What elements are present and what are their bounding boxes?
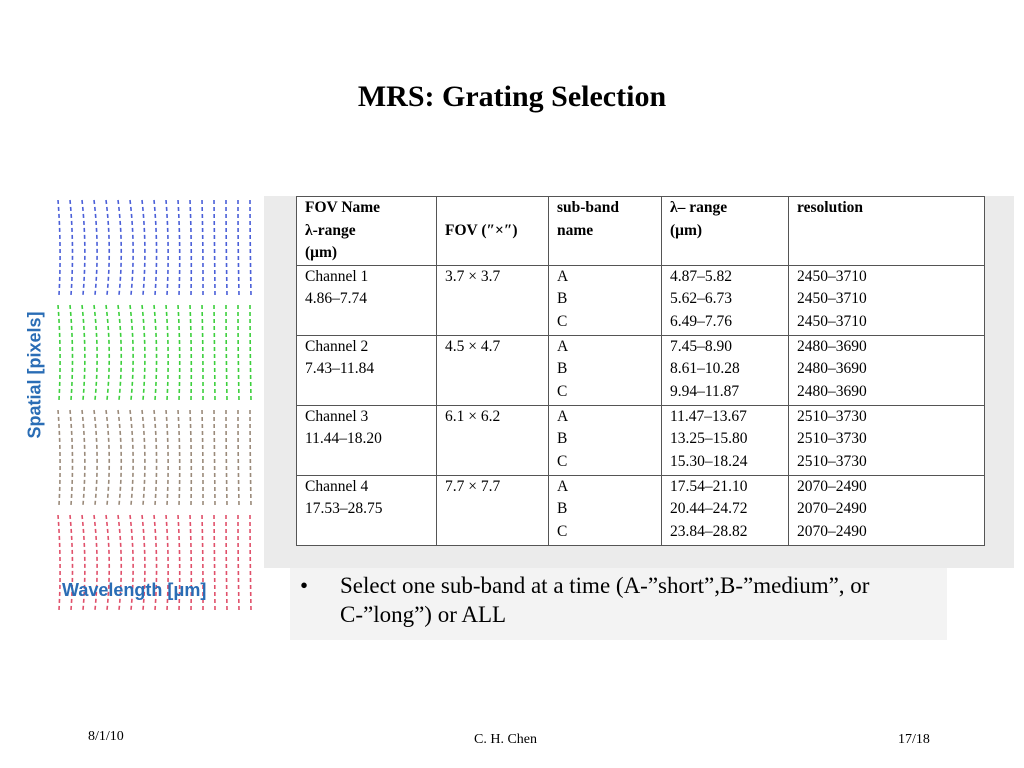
table-row <box>297 265 985 335</box>
trace-line <box>58 305 60 400</box>
trace-line <box>58 410 60 505</box>
trace-line <box>238 200 239 295</box>
cell-resolution-line: 2480–3690 <box>797 360 867 377</box>
table-row <box>297 475 985 545</box>
cell-lambda-range-line: 15.30–18.24 <box>670 452 748 470</box>
cell-channel <box>297 265 437 335</box>
cell-resolution-line: 2510–3730 <box>797 407 867 425</box>
trace-line <box>250 410 251 505</box>
trace-line <box>238 515 239 610</box>
trace-line <box>226 410 227 505</box>
cell-resolution-line: 2450–3710 <box>797 312 867 330</box>
trace-line <box>238 410 239 505</box>
trace-band-3 <box>58 410 251 505</box>
cell-subband <box>549 265 662 335</box>
bullet-marker: • <box>300 573 309 598</box>
cell-resolution <box>789 475 985 545</box>
cell-lambda-range-line: 17.54–21.10 <box>670 477 748 495</box>
cell-lambda-range-line: 11.47–13.67 <box>670 407 747 425</box>
trace-line <box>190 200 191 295</box>
trace-line <box>250 305 251 400</box>
header-fov-name-line: FOV Name <box>305 199 381 216</box>
cell-fov <box>437 475 549 545</box>
cell-channel-line: Channel 4 <box>305 477 369 495</box>
header-subband <box>549 197 662 266</box>
header-resolution: resolution <box>789 197 985 266</box>
detector-traces <box>50 196 264 616</box>
cell-lambda-range-line: 20.44–24.72 <box>670 500 748 517</box>
cell-subband-line: B <box>557 360 568 377</box>
trace-line <box>130 200 133 295</box>
trace-line <box>142 305 145 400</box>
cell-channel <box>297 405 437 475</box>
cell-fov-line: 6.1 × 6.2 <box>445 407 501 425</box>
cell-resolution-line: 2070–2490 <box>797 477 867 495</box>
trace-line <box>178 410 180 505</box>
trace-line <box>202 305 203 400</box>
cell-lambda-range-line: 7.45–8.90 <box>670 337 732 355</box>
trace-line <box>214 410 215 505</box>
cell-channel <box>297 475 437 545</box>
bullet-text: Select one sub-band at a time (A-”short”,B-”medium”, or C-”long”) or ALL <box>340 573 870 627</box>
cell-channel-line: 4.86–7.74 <box>305 290 367 307</box>
cell-lambda-range-line: 23.84–28.82 <box>670 522 748 540</box>
trace-line <box>250 515 251 610</box>
cell-lambda-range-line: 6.49–7.76 <box>670 312 732 330</box>
cell-resolution-line: 2510–3730 <box>797 452 867 470</box>
table-row <box>297 335 985 405</box>
cell-subband-line: A <box>557 477 569 495</box>
trace-line <box>70 410 73 505</box>
trace-line <box>202 410 203 505</box>
trace-line <box>154 305 157 400</box>
cell-channel-line: 11.44–18.20 <box>305 430 382 447</box>
cell-resolution-line: 2450–3710 <box>797 290 867 307</box>
trace-line <box>94 200 97 295</box>
slide-title: MRS: Grating Selection <box>357 80 667 113</box>
trace-line <box>238 305 239 400</box>
trace-band-1 <box>58 200 251 295</box>
cell-subband-line: C <box>557 522 568 540</box>
header-fov-name <box>297 197 437 266</box>
header-subband-line1: sub-band <box>557 199 620 216</box>
trace-line <box>70 305 73 400</box>
cell-fov <box>437 335 549 405</box>
trace-band-2 <box>58 305 251 400</box>
trace-line <box>178 200 180 295</box>
trace-line <box>106 305 109 400</box>
header-unit-line: (μm) <box>305 244 338 261</box>
header-lambda <box>662 197 789 266</box>
cell-subband-line: C <box>557 452 568 470</box>
cell-subband-line: A <box>557 267 569 285</box>
cell-resolution-line: 2480–3690 <box>797 337 867 355</box>
trace-line <box>214 305 215 400</box>
trace-line <box>130 410 133 505</box>
trace-line <box>118 305 121 400</box>
trace-line <box>190 410 191 505</box>
cell-lambda-range-line: 9.94–11.87 <box>670 382 740 400</box>
trace-line <box>106 200 109 295</box>
cell-resolution-line: 2480–3690 <box>797 382 867 400</box>
cell-channel-line: Channel 2 <box>305 337 369 355</box>
trace-line <box>154 200 157 295</box>
cell-subband <box>549 405 662 475</box>
trace-line <box>58 200 60 295</box>
cell-subband-line: C <box>557 312 568 330</box>
cell-lambda-range <box>662 475 789 545</box>
cell-fov-line: 3.7 × 3.7 <box>445 267 501 285</box>
cell-subband-line: A <box>557 337 569 355</box>
trace-line <box>82 410 85 505</box>
cell-subband-line: A <box>557 407 569 425</box>
cell-subband-line: C <box>557 382 568 400</box>
trace-line <box>82 200 85 295</box>
cell-channel <box>297 335 437 405</box>
table-header-row <box>297 197 985 266</box>
trace-line <box>178 305 180 400</box>
cell-fov <box>437 265 549 335</box>
cell-subband-line: B <box>557 500 568 517</box>
cell-lambda-range-line: 13.25–15.80 <box>670 430 748 447</box>
trace-line <box>202 200 203 295</box>
footer-page-number: 17/18 <box>898 732 930 747</box>
cell-resolution <box>789 335 985 405</box>
trace-line <box>94 410 97 505</box>
cell-resolution-line: 2510–3730 <box>797 430 867 447</box>
detector-image <box>50 196 264 616</box>
footer-author: C. H. Chen <box>474 732 537 747</box>
trace-line <box>142 410 145 505</box>
table-row <box>297 405 985 475</box>
trace-line <box>82 305 85 400</box>
trace-line <box>118 410 121 505</box>
cell-fov <box>437 405 549 475</box>
cell-channel-line: 7.43–11.84 <box>305 360 375 377</box>
trace-line <box>142 200 145 295</box>
header-subband-line2: name <box>557 221 594 239</box>
cell-lambda-range <box>662 265 789 335</box>
trace-line <box>58 515 60 610</box>
trace-line <box>190 305 191 400</box>
trace-line <box>130 305 133 400</box>
trace-line <box>106 410 109 505</box>
cell-subband-line: B <box>557 430 568 447</box>
trace-line <box>166 305 168 400</box>
cell-resolution <box>789 405 985 475</box>
cell-fov-line: 7.7 × 7.7 <box>445 477 501 495</box>
header-fov: FOV (″×″) <box>437 197 549 266</box>
trace-line <box>250 200 251 295</box>
cell-lambda-range <box>662 405 789 475</box>
footer-date: 8/1/10 <box>88 729 124 744</box>
header-lambda-line2: (μm) <box>670 221 703 239</box>
cell-channel-line: Channel 3 <box>305 407 369 425</box>
trace-line <box>154 410 157 505</box>
trace-line <box>118 200 121 295</box>
cell-channel-line: 17.53–28.75 <box>305 500 383 517</box>
cell-lambda-range-line: 5.62–6.73 <box>670 290 732 307</box>
y-axis-label <box>22 300 48 450</box>
cell-resolution-line: 2450–3710 <box>797 267 867 285</box>
trace-line <box>226 515 227 610</box>
trace-line <box>166 200 168 295</box>
header-lambda-line1: λ– range <box>670 199 728 216</box>
x-axis-label: Wavelength [μm] <box>62 580 207 600</box>
trace-line <box>214 200 215 295</box>
cell-subband-line: B <box>557 290 568 307</box>
trace-line <box>70 200 73 295</box>
cell-channel-line: Channel 1 <box>305 267 369 285</box>
cell-fov-line: 4.5 × 4.7 <box>445 337 501 355</box>
cell-resolution-line: 2070–2490 <box>797 500 867 517</box>
cell-lambda-range-line: 8.61–10.28 <box>670 360 740 377</box>
grating-table <box>296 196 985 546</box>
header-lambda-range-line: λ-range <box>305 221 356 239</box>
cell-lambda-range-line: 4.87–5.82 <box>670 267 732 285</box>
cell-subband <box>549 335 662 405</box>
cell-resolution-line: 2070–2490 <box>797 522 867 540</box>
cell-resolution <box>789 265 985 335</box>
trace-line <box>94 305 97 400</box>
y-axis-label-text: Spatial [pixels] <box>24 311 45 439</box>
trace-line <box>166 410 168 505</box>
trace-line <box>226 305 227 400</box>
cell-subband <box>549 475 662 545</box>
trace-line <box>226 200 227 295</box>
trace-line <box>214 515 215 610</box>
cell-lambda-range <box>662 335 789 405</box>
